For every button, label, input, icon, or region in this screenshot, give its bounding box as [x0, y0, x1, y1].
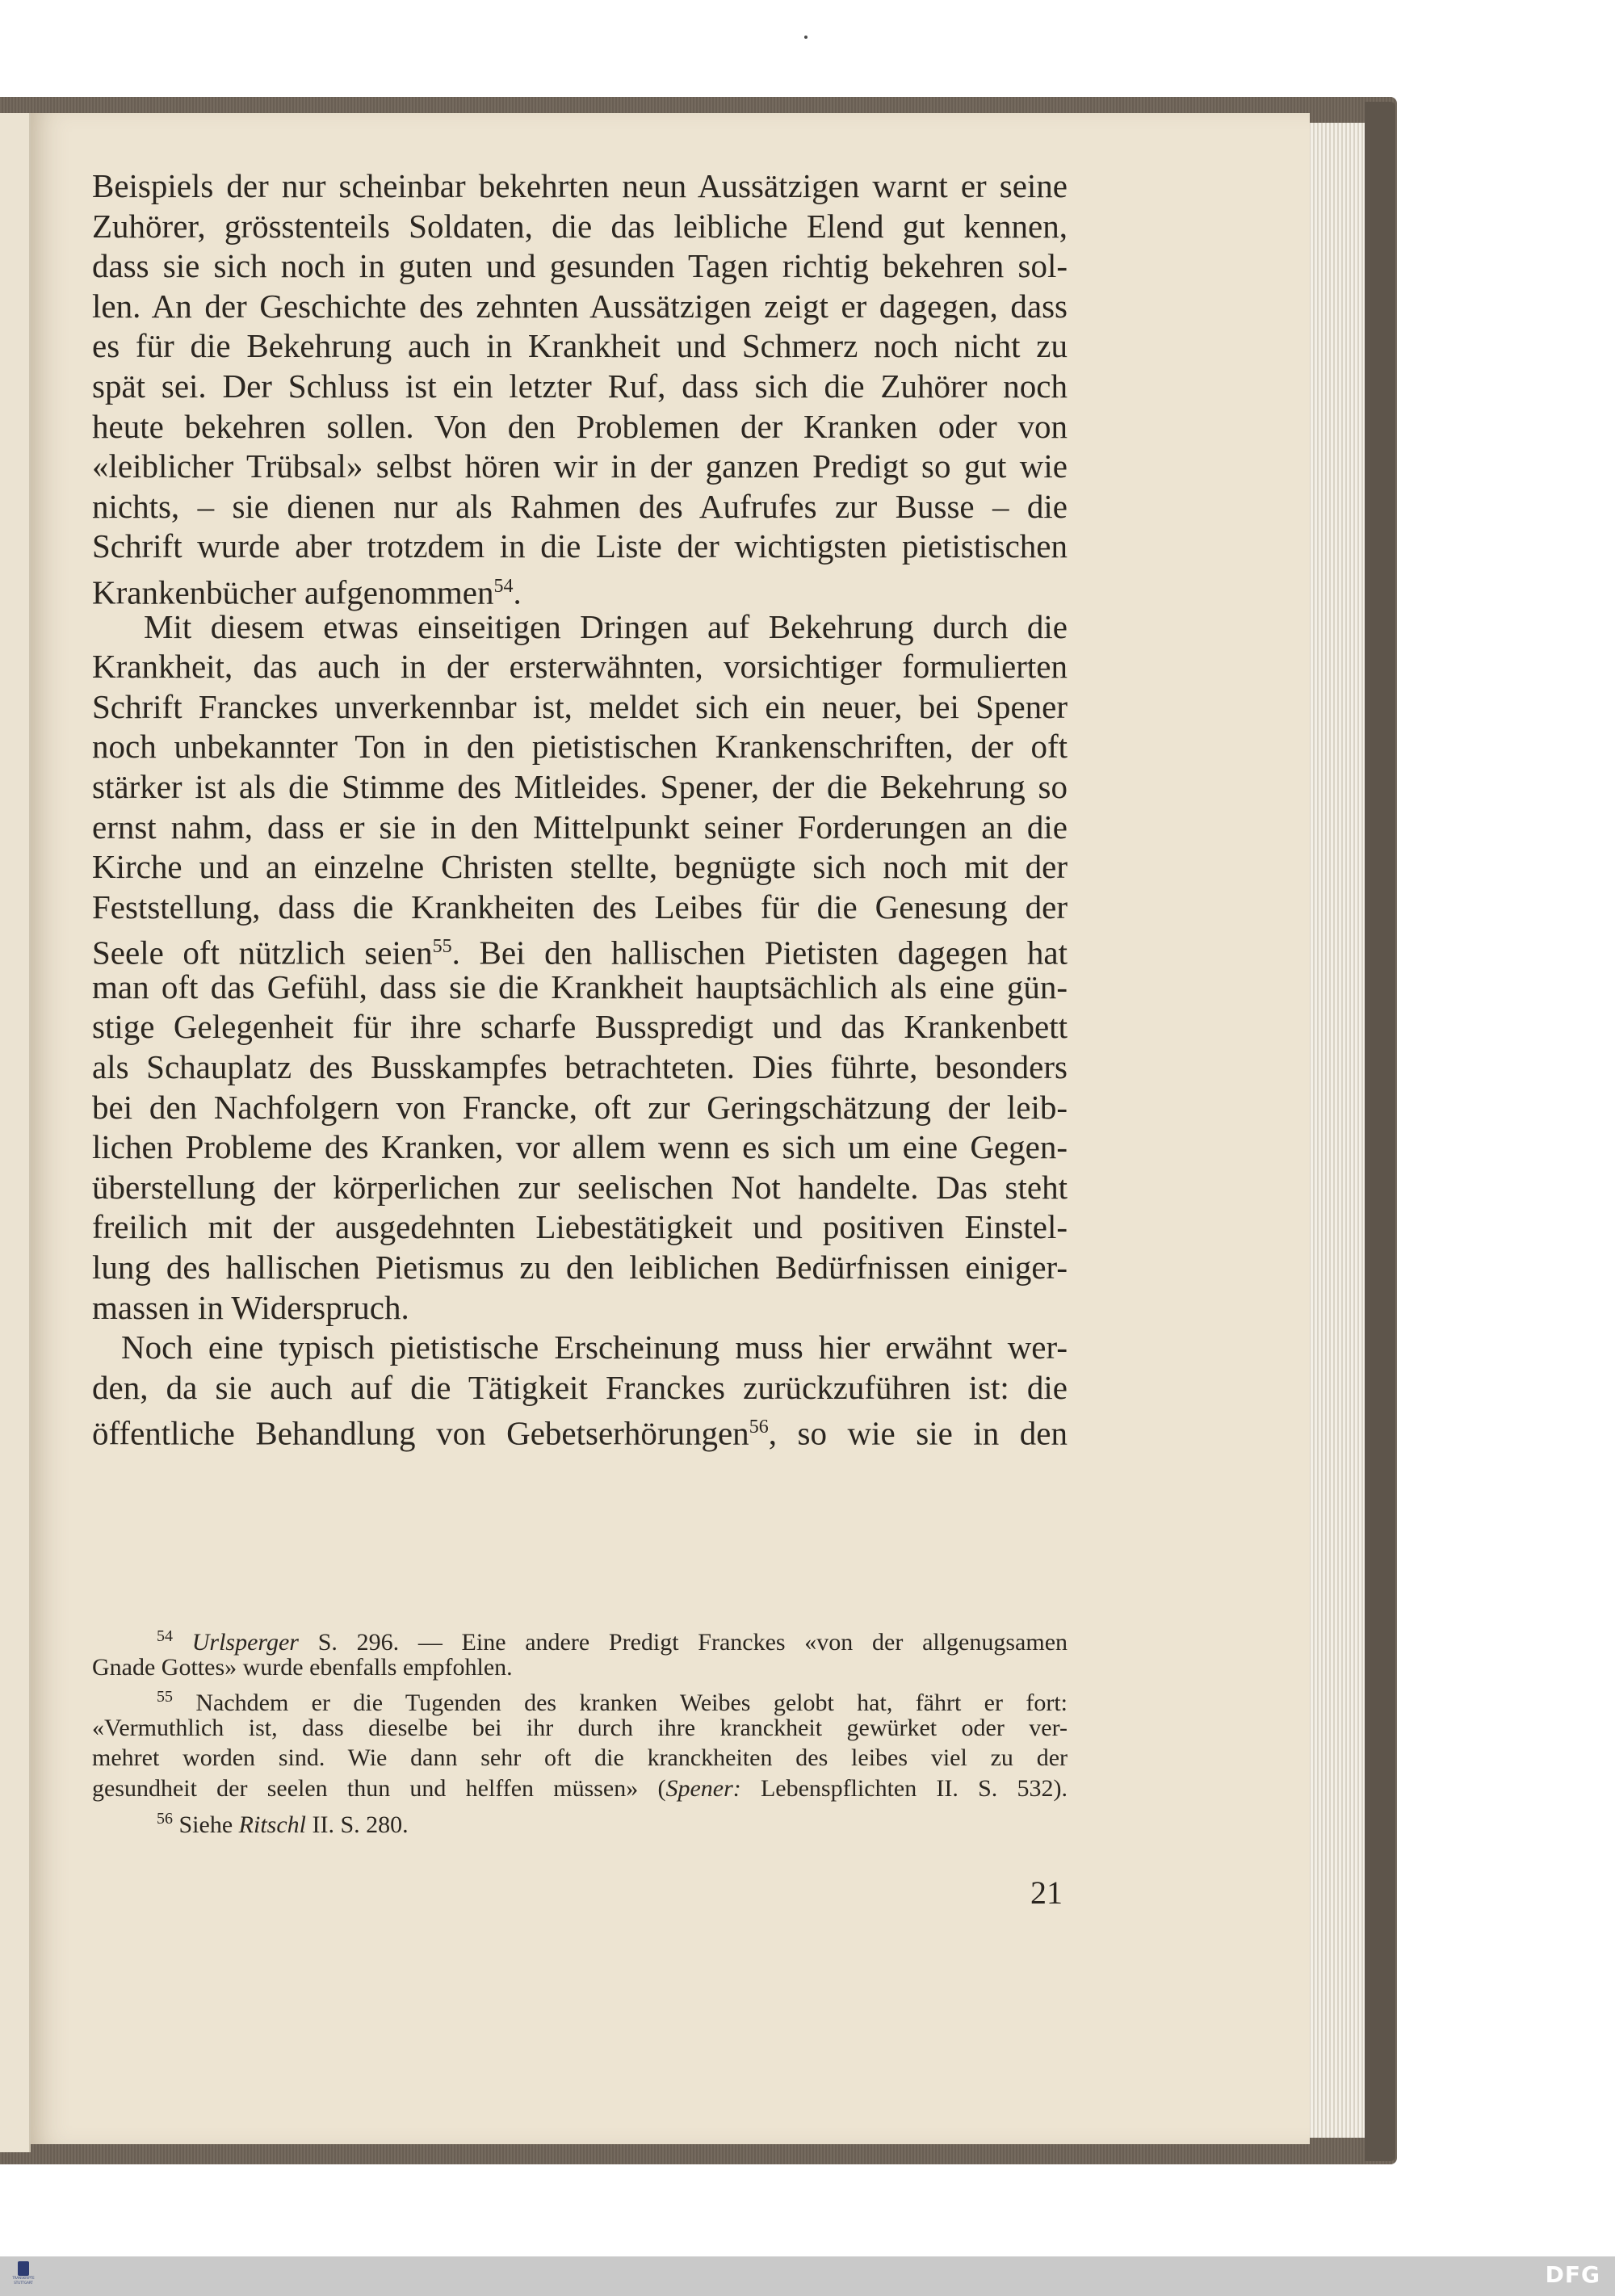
body-line: Schrift wurde aber trotzdem in die Liste der wichtigsten pietistischen [92, 527, 1068, 565]
body-line [92, 1408, 1068, 1453]
body-line: Kirche und an einzelne Christen stellte, begnügte sich noch mit der [92, 848, 1068, 886]
body-line: ernst nahm, dass er sie in den Mittelpunkt seiner Forderungen an die [92, 808, 1068, 846]
body-line: Mit diesem etwas einseitigen Dringen auf Bekehrung durch die [144, 607, 1068, 645]
body-line: heute bekehren sollen. Von den Problemen der Kranken oder von [92, 407, 1068, 445]
footnote-ref-56: 56 [749, 1417, 769, 1438]
library-logo[interactable] [11, 2261, 36, 2292]
body-line: als Schauplatz des Busskampfes betrachteten. Dies führte, besonders [92, 1048, 1068, 1086]
footnotes [92, 1622, 1068, 1838]
page-number: 21 [1030, 1874, 1063, 1911]
footnote-text: Siehe [178, 1811, 239, 1838]
footnote-line: Gnade Gottes» wurde ebenfalls empfohlen. [92, 1653, 513, 1681]
body-line: massen in Widerspruch. [92, 1288, 409, 1326]
previous-page-edge [0, 113, 31, 2152]
footnote-line [92, 1682, 1068, 1717]
footnote-number: 54 [157, 1627, 173, 1645]
library-logo-text: TRANSKRIPTE STUTTGART [12, 2276, 35, 2285]
body-line: «leiblicher Trübsal» selbst hören wir in der ganzen Predigt so gut wie [92, 447, 1068, 485]
footnote-line [92, 1622, 1068, 1656]
body-line-text: öffentliche Behandlung von Gebetserhörungen [92, 1415, 749, 1453]
body-line: es für die Bekehrung auch in Krankheit und Schmerz noch nicht zu [92, 327, 1068, 365]
body-line [92, 927, 1068, 972]
footnote-text: S. 296. — Eine andere Predigt Franckes «von der allgenugsamen [317, 1629, 1068, 1656]
footnote-author: Ritschl [238, 1811, 306, 1838]
body-line: lung des hallischen Pietismus zu den leiblichen Bedürfnissen einiger- [92, 1249, 1068, 1287]
body-line-text: . Bei den hallischen Pietisten dagegen hat [451, 934, 1068, 972]
body-line: stärker ist als die Stimme des Mitleides. Spener, der die Bekehrung so [92, 767, 1068, 805]
footnote-ref-55: 55 [432, 936, 452, 958]
body-line: freilich mit der ausgedehnten Liebestätigkeit und positiven Einstel- [92, 1208, 1068, 1246]
footnote-number: 55 [157, 1688, 173, 1706]
body-line: nichts, – sie dienen nur als Rahmen des Aufrufes zur Busse – die [92, 487, 1068, 525]
body-line: lichen Probleme des Kranken, vor allem wenn es sich um eine Gegen- [92, 1128, 1068, 1166]
body-line: dass sie sich noch in guten und gesunden Tagen richtig bekehren sol- [92, 247, 1068, 285]
body-line-text: , so wie sie in den [768, 1415, 1068, 1453]
footnote-line [92, 1804, 1068, 1838]
footnote-text: II. S. 280. [305, 1811, 409, 1838]
footnote-author: Spener: [665, 1774, 741, 1802]
body-line: stige Gelegenheit für ihre scharfe Busspredigt und das Krankenbett [92, 1008, 1068, 1046]
footnote-number: 56 [157, 1809, 173, 1828]
dfg-logo[interactable]: DFG [1545, 2261, 1600, 2288]
footnote-text: Nachdem er die Tugenden des kranken Weibes gelobt hat, fährt er fort: [195, 1689, 1068, 1717]
body-line: den, da sie auch auf die Tätigkeit Franckes zurückzuführen ist: die [92, 1368, 1068, 1406]
footnote-author: Urlsperger [191, 1629, 299, 1656]
body-line-text: Krankenbücher aufgenommen [92, 573, 494, 611]
body-line: Noch eine typisch pietistische Erscheinung muss hier erwähnt wer- [121, 1328, 1068, 1366]
body-line [92, 567, 1068, 611]
body-line: bei den Nachfolgern von Francke, oft zur Geringschätzung der leib- [92, 1088, 1068, 1126]
footnote-line: mehret worden sind. Wie dann sehr oft die kranckheiten des leibes viel zu der [92, 1744, 1068, 1772]
body-line: Krankheit, das auch in der ersterwähnten, vorsichtiger formulierten [92, 648, 1068, 686]
body-line: Beispiels der nur scheinbar bekehrten neun Aussätzigen warnt er seine [92, 167, 1068, 204]
body-text [92, 166, 1068, 1453]
footnote-line: «Vermuthlich ist, dass dieselbe bei ihr durch ihre kranckheit gewürket oder ver- [92, 1714, 1068, 1741]
page-stack-edge [1307, 123, 1365, 2138]
viewer-footer-bar [0, 2256, 1615, 2296]
body-line-text: Seele oft nützlich seien [92, 934, 433, 972]
footnote-ref-54: 54 [493, 575, 514, 597]
footnote-line [92, 1773, 1068, 1804]
body-line: Feststellung, dass die Krankheiten des Leibes für die Genesung der [92, 888, 1068, 926]
body-line: noch unbekannter Ton in den pietistischen Krankenschriften, der oft [92, 728, 1068, 766]
body-line: Schrift Franckes unverkennbar ist, meldet sich ein neuer, bei Spener [92, 687, 1068, 725]
body-line: len. An der Geschichte des zehnten Aussätzigen zeigt er dagegen, dass [92, 287, 1068, 325]
body-line: Zuhörer, grösstenteils Soldaten, die das leibliche Elend gut kennen, [92, 207, 1068, 245]
footnote-text: gesundheit der seelen thun und helffen müssen» ( [92, 1774, 666, 1802]
book-cover-edge [1365, 102, 1395, 2161]
body-line: man oft das Gefühl, dass sie die Krankheit hauptsächlich als eine gün- [92, 968, 1068, 1005]
body-line: überstellung der körperlichen zur seelischen Not handelte. Das steht [92, 1168, 1068, 1206]
body-line-text: . [513, 573, 522, 611]
dust-speck [804, 36, 808, 39]
library-logo-icon [18, 2261, 29, 2276]
footnote-text: Lebenspflichten II. S. 532). [740, 1774, 1068, 1802]
body-line: spät sei. Der Schluss ist ein letzter Ruf, dass sich die Zuhörer noch [92, 367, 1068, 405]
